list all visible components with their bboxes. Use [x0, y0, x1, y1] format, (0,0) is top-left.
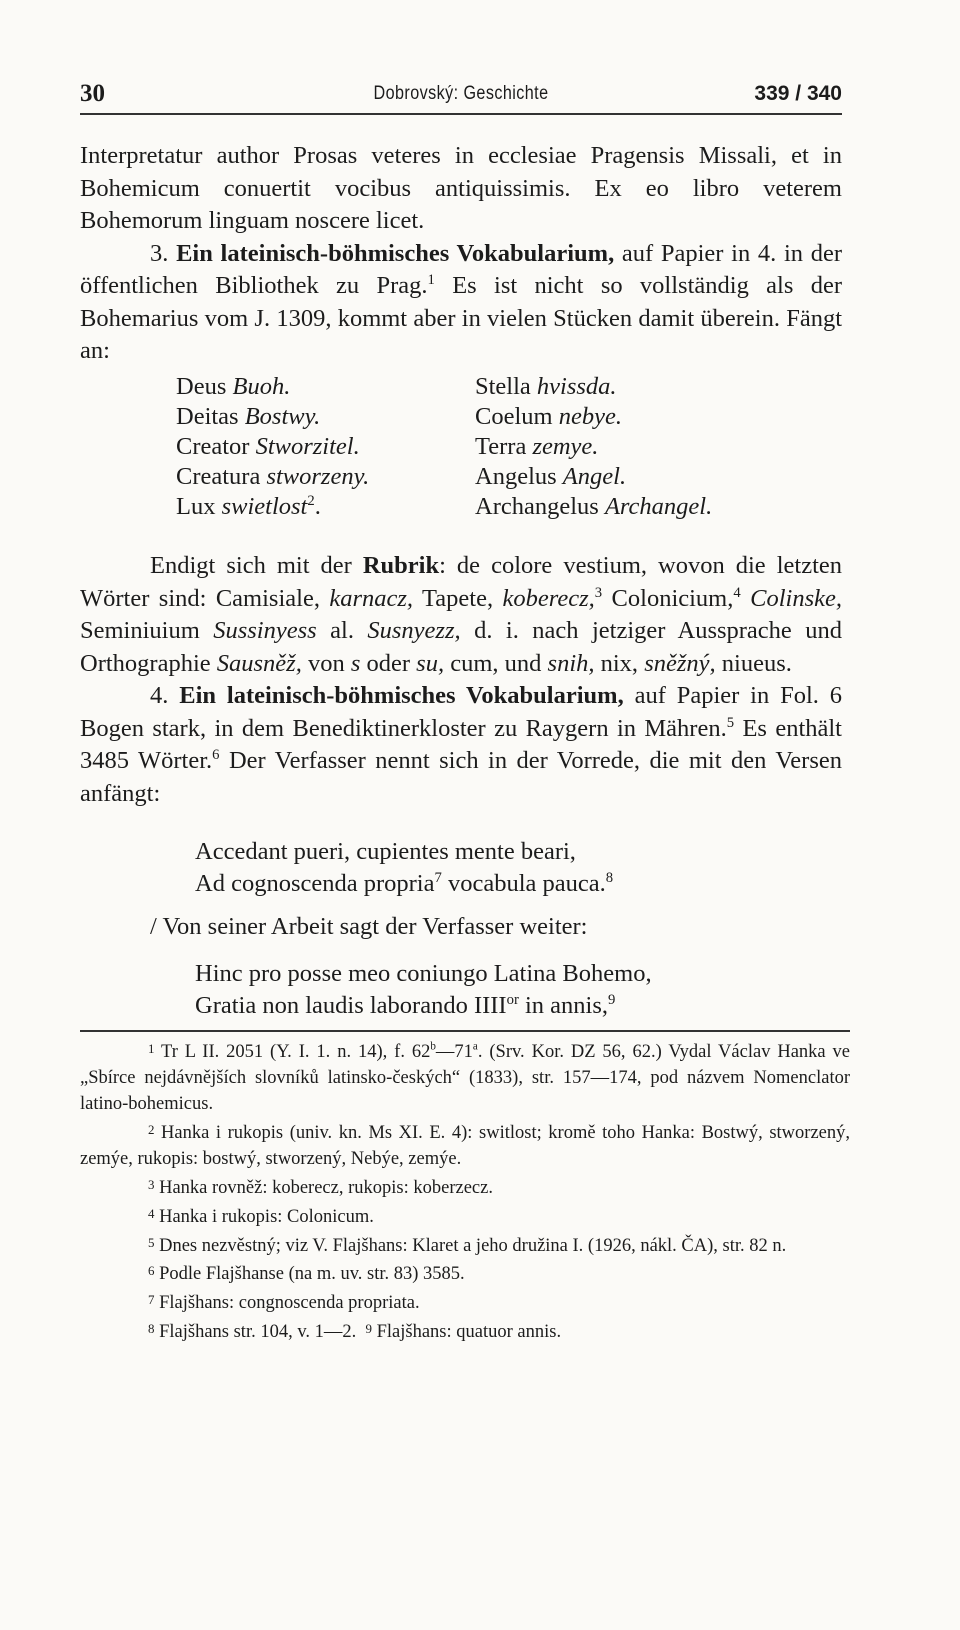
superscript: or — [506, 991, 519, 1008]
vocab-entry — [176, 402, 369, 432]
vocab-latin: Stella — [475, 373, 531, 400]
vocab-czech: hvissda. — [536, 373, 617, 400]
vocab-entry — [475, 402, 712, 432]
paragraph-3 — [80, 550, 842, 680]
text: Gratia non laudis laborando IIII — [195, 992, 507, 1019]
italic-term: koberecz, — [502, 584, 595, 612]
vocab-czech: Bostwy. — [244, 403, 321, 430]
text: Es enthält 3485 Wörter. — [80, 714, 842, 774]
paragraph-2-text-b: Es ist nicht so vollständig als der Bohemarius vom J. 1309, kommt aber in vielen Stücken damit überein. Fängt an: — [80, 272, 842, 364]
page-break-mark: / — [150, 913, 157, 940]
text: Seminiuium — [80, 617, 214, 644]
vocab-punct: . — [314, 493, 321, 520]
footnote-5 — [80, 1230, 850, 1259]
superscript: b — [430, 1040, 436, 1053]
paragraph-2 — [80, 238, 842, 368]
vocab-entry — [176, 492, 369, 522]
footnote-number: 7 — [148, 1292, 155, 1308]
text: nix, — [594, 649, 645, 677]
paragraph-4 — [80, 680, 842, 810]
paragraph-2-text-a: auf Papier in 4. in der öffentlichen Bibliothek zu Prag. — [80, 239, 843, 299]
footnote-2 — [80, 1117, 850, 1172]
footnote-number: 8 — [148, 1321, 155, 1337]
section-title: Ein lateinisch-böhmisches Vokabularium, — [179, 682, 624, 709]
footnote-ref-1: 1 — [427, 271, 435, 288]
text: Hanka rovněž: koberecz, rukopis: koberzecz. — [154, 1177, 493, 1198]
text: auf Papier in Fol. 6 Bogen stark, in dem Benediktinerkloster zu Raygern in Mähren. — [80, 682, 843, 742]
italic-term: sněžný, — [644, 649, 716, 677]
footnote-ref-4: 4 — [733, 584, 741, 601]
text: Flajšhans str. 104, v. 1—2. — [154, 1322, 357, 1342]
text: Hanka i rukopis (univ. kn. Ms XI. E. 4): switlost; kromě toho Hanka: Bostwý, stworzený, zemýe, rukopis: bostwý, stworzený, Nebýe, zemýe. — [80, 1122, 850, 1169]
text: cum, und — [444, 649, 548, 677]
footnote-ref-2: 2 — [307, 492, 315, 509]
footnote-number: 6 — [148, 1263, 155, 1279]
footnote-6 — [80, 1258, 850, 1287]
vocabulary-column-right — [475, 372, 712, 522]
page-number: 30 — [80, 80, 105, 107]
footnote-number: 9 — [365, 1321, 372, 1337]
page-header — [80, 80, 842, 112]
vocab-entry — [176, 462, 369, 492]
text: Hanka i rukopis: Colonicum. — [154, 1206, 374, 1227]
vocab-entry — [475, 372, 712, 402]
italic-term: su, — [416, 649, 445, 677]
footnote-ref-3: 3 — [594, 584, 603, 601]
text: Der Verfasser nennt sich in der Vorrede, die mit den Versen anfängt: — [80, 747, 842, 807]
text: : de colore vestium, wovon die letzten Wörter sind: Camisiale, — [80, 552, 842, 612]
header-rule — [80, 113, 842, 115]
section-number: 3. — [150, 239, 169, 267]
verse-line — [195, 990, 652, 1022]
footnote-rule — [80, 1030, 850, 1032]
footnote-number: 1 — [148, 1041, 155, 1056]
vocab-entry — [475, 492, 712, 522]
text: Tapete, — [413, 584, 503, 612]
text: von — [301, 649, 351, 677]
vocab-latin: Terra — [475, 433, 527, 460]
vocab-latin: Angelus — [475, 463, 557, 490]
verse-line — [195, 868, 613, 900]
text: Tr L II. 2051 (Y. I. 1. n. 14), f. 62 — [154, 1041, 431, 1062]
footnote-ref-8: 8 — [605, 869, 614, 886]
italic-term: Susnyezz, — [367, 617, 461, 644]
footnote-number: 4 — [148, 1205, 155, 1221]
vocab-czech: stworzeny. — [266, 463, 370, 490]
vocab-czech: zemye. — [532, 433, 599, 460]
footnote-ref-6: 6 — [212, 746, 220, 763]
vocab-latin: Coelum — [475, 403, 553, 430]
italic-term: Colinske, — [750, 584, 843, 612]
vocab-czech: Angel. — [562, 463, 627, 490]
text: Von seiner Arbeit sagt der Verfasser weiter: — [156, 913, 588, 940]
paragraph-5 — [150, 911, 840, 943]
text: Podle Flajšhanse (na m. uv. str. 83) 3585. — [154, 1264, 465, 1285]
verse-line: Hinc pro posse meo coniungo Latina Bohemo, — [195, 960, 652, 987]
footnote-ref-9: 9 — [608, 991, 616, 1008]
text: d. i. nach jetziger Aussprache und Orthographie — [80, 617, 842, 677]
body-block-middle — [80, 550, 842, 810]
bold-term: Rubrik — [362, 552, 440, 579]
vocab-entry — [176, 432, 369, 462]
text: al. — [316, 617, 368, 644]
page-reference: 339 / 340 — [754, 82, 842, 105]
footnote-4 — [80, 1201, 850, 1230]
footnote-7 — [80, 1287, 850, 1316]
text: Endigt sich mit der — [150, 552, 363, 579]
text: Colonicium, — [602, 584, 734, 612]
superscript: a — [472, 1040, 478, 1053]
vocab-entry — [475, 432, 712, 462]
footnote-number: 3 — [148, 1176, 155, 1192]
footnote-8-9 — [80, 1316, 850, 1345]
text: Ad cognoscenda propria — [195, 870, 435, 897]
footnote-1 — [80, 1036, 850, 1117]
italic-term: Sussinyess — [213, 617, 317, 644]
text: oder — [360, 649, 417, 677]
vocab-latin: Lux — [176, 493, 216, 520]
vocab-latin: Creatura — [176, 463, 261, 490]
verse-quote-2 — [195, 958, 652, 1022]
text: Flajšhans: congnoscenda propriata. — [154, 1293, 420, 1314]
vocab-czech: Archangel. — [604, 493, 713, 520]
vocab-latin: Deitas — [176, 403, 239, 430]
text: Dnes nezvěstný; viz V. Flajšhans: Klaret a jeho družina I. (1926, nákl. ČA), str. 82 n. — [154, 1235, 787, 1256]
section-number: 4. — [150, 682, 169, 709]
italic-term: karnacz, — [329, 584, 414, 612]
text: Flajšhans: quatuor annis. — [371, 1322, 562, 1342]
italic-term: Sausněž, — [216, 649, 302, 677]
vocab-entry — [176, 372, 369, 402]
vocab-latin: Archangelus — [475, 493, 599, 520]
text: . (Srv. Kor. DZ 56, 62.) Vydal Václav Hanka ve „Sbírce nejdávnějších slovníků latinsko-českých“ (1833), str. 157—174, pod názvem Nomenclator latino-bohemicus. — [80, 1041, 851, 1114]
text: —71 — [435, 1041, 473, 1062]
text: vocabula pauca. — [441, 870, 606, 897]
vocab-czech: Stworzitel. — [255, 433, 360, 460]
paragraph-1: Interpretatur author Prosas veteres in ecclesiae Pragensis Missali, et in Bohemicum conuertit vocibus antiquissimis. Ex eo libro veterem Bohemorum linguam noscere licet. — [80, 142, 842, 234]
footnote-number: 5 — [148, 1234, 155, 1250]
vocab-czech: swietlost — [221, 493, 308, 520]
italic-term: s — [350, 649, 361, 677]
footnote-ref-5: 5 — [726, 714, 735, 731]
verse-line: Accedant pueri, cupientes mente beari, — [195, 838, 576, 865]
vocabulary-column-left — [176, 372, 369, 522]
vocab-latin: Deus — [176, 373, 227, 400]
italic-term: snih, — [547, 649, 595, 677]
vocab-czech: Buoh. — [232, 373, 291, 400]
vocab-entry — [475, 462, 712, 492]
section-title: Ein lateinisch-böhmisches Vokabularium, — [176, 239, 615, 267]
footnotes — [80, 1036, 850, 1345]
vocab-czech: nebye. — [558, 403, 622, 430]
body-block-top — [80, 140, 842, 368]
verse-quote-1 — [195, 836, 613, 900]
footnote-3 — [80, 1172, 850, 1201]
vocab-latin: Creator — [176, 433, 250, 460]
footnote-number: 2 — [148, 1121, 155, 1137]
text: niueus. — [715, 649, 792, 677]
text: in annis, — [518, 992, 608, 1019]
paragraph-5-text — [150, 911, 840, 943]
running-title: Dobrovský: Geschichte — [373, 83, 549, 104]
footnote-ref-7: 7 — [434, 869, 442, 886]
text — [741, 585, 750, 612]
